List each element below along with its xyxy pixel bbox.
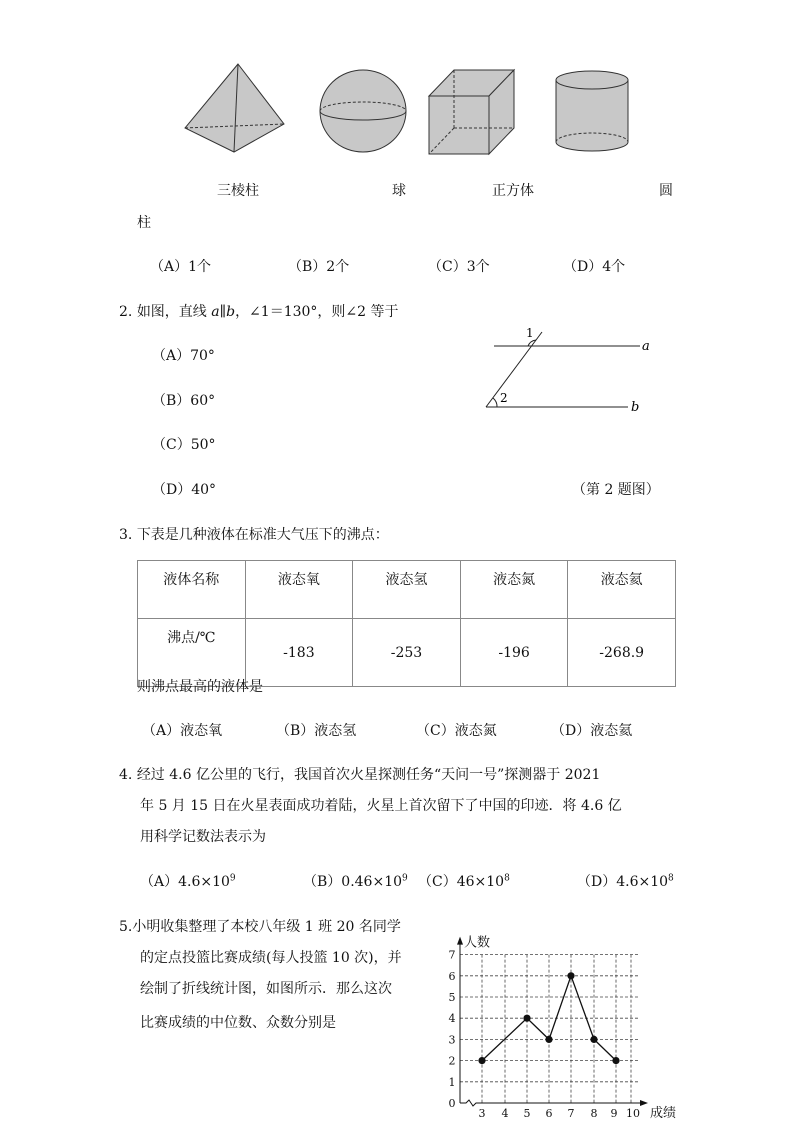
line-b-label: b xyxy=(631,400,640,415)
shape-label-prism: 三棱柱 xyxy=(217,183,259,199)
pyramid-figure xyxy=(180,60,292,158)
y-tick-label: 3 xyxy=(448,1033,456,1047)
q2-figure-caption: （第 2 题图） xyxy=(572,482,660,498)
q4-option-c[interactable] xyxy=(418,871,510,891)
table-cell: -268.9 xyxy=(568,619,676,687)
q5-line-2: 的定点投篮比赛成绩(每人投篮 10 次)，并 xyxy=(140,950,402,966)
q2-stem xyxy=(119,301,399,321)
transversal-line xyxy=(486,332,542,407)
q4-option-b-base: （B）0.46×10 xyxy=(303,874,403,890)
q4-option-c-exponent: 8 xyxy=(504,873,510,884)
y-axis-arrow xyxy=(457,937,463,945)
q4-option-a-base: （A）4.6×10 xyxy=(140,874,230,890)
q4-option-b-exponent: 9 xyxy=(402,873,408,884)
x-axis-arrow xyxy=(640,1100,648,1106)
cylinder-figure xyxy=(552,68,632,154)
x-tick-label: 8 xyxy=(590,1107,598,1120)
table-cell: -196 xyxy=(460,619,568,687)
y-tick-label: 1 xyxy=(448,1075,456,1089)
angle-2-label: 2 xyxy=(500,391,508,405)
x-tick-label: 7 xyxy=(567,1107,575,1120)
y-tick-label: 4 xyxy=(448,1012,456,1026)
x-tick-label: 9 xyxy=(610,1107,618,1120)
x-tick-label: 4 xyxy=(501,1107,509,1120)
q5-line-1: 5.小明收集整理了本校八年级 1 班 20 名同学 xyxy=(119,919,401,935)
data-point xyxy=(523,1015,530,1022)
q2-var-a: a xyxy=(211,304,220,320)
q2-option-d[interactable]: （D）40° xyxy=(152,482,217,498)
y-axis-title: 人数 xyxy=(464,935,491,951)
q2-option-b[interactable]: （B）60° xyxy=(152,393,216,409)
table-header-row xyxy=(138,561,676,619)
q4-option-a-exponent: 9 xyxy=(229,873,236,884)
parallel-lines-figure xyxy=(480,322,660,422)
data-point xyxy=(478,1057,485,1064)
q2-option-c[interactable]: （C）50° xyxy=(152,437,216,453)
q4-number: 4. xyxy=(119,767,133,783)
x-tick-label: 5 xyxy=(523,1107,531,1120)
x-tick-label: 10 xyxy=(626,1107,640,1120)
q4-option-d[interactable] xyxy=(577,871,674,891)
q4-option-a[interactable] xyxy=(140,871,236,891)
x-axis-title: 成绩 xyxy=(650,1106,677,1120)
score-line-chart xyxy=(440,935,680,1120)
q4-option-b[interactable] xyxy=(303,871,408,891)
shape-label-cylinder-part2: 柱 xyxy=(137,215,151,231)
q1-option-d[interactable]: （D）4个 xyxy=(563,259,626,275)
table-header-cell: 液态氮 xyxy=(460,561,568,619)
shape-label-sphere: 球 xyxy=(392,183,406,199)
q4-line-3: 用科学记数法表示为 xyxy=(140,829,266,845)
q1-option-a[interactable]: （A）1个 xyxy=(150,259,212,275)
angle-1-label: 1 xyxy=(526,326,534,340)
data-point xyxy=(612,1057,619,1064)
q3-option-a[interactable]: （A）液态氧 xyxy=(142,723,223,739)
q2-parallel-symbol: ∥ xyxy=(219,304,227,320)
y-tick-label: 2 xyxy=(448,1054,456,1068)
table-header-cell: 液态氦 xyxy=(568,561,676,619)
q1-option-c[interactable]: （C）3个 xyxy=(428,259,490,275)
q2-stem-part1: 如图，直线 xyxy=(136,304,212,320)
table-header-cell: 液态氧 xyxy=(245,561,353,619)
table-cell: 沸点/℃ xyxy=(138,619,246,687)
line-a-label: a xyxy=(642,339,650,354)
q3-option-c[interactable]: （C）液态氮 xyxy=(416,723,497,739)
q3-stem-text: 下表是几种液体在标准大气压下的沸点： xyxy=(136,527,389,543)
q2-option-a[interactable]: （A）70° xyxy=(152,348,215,364)
data-point xyxy=(545,1036,552,1043)
q4-stem-line: 经过 4.6 亿公里的飞行，我国首次火星探测任务“天问一号”探测器于 2021 xyxy=(136,767,601,783)
q3-option-d[interactable]: （D）液态氦 xyxy=(551,723,633,739)
boiling-point-table xyxy=(137,560,676,687)
q4-option-d-exponent: 8 xyxy=(668,873,674,884)
data-point xyxy=(567,972,574,979)
table-cell: -253 xyxy=(353,619,461,687)
table-cell: -183 xyxy=(245,619,353,687)
q4-line-2: 年 5 月 15 日在火星表面成功着陆，火星上首次留下了中国的印迹．将 4.6 亿 xyxy=(140,798,622,814)
q5-line-3: 绘制了折线统计图，如图所示．那么这次 xyxy=(140,981,392,997)
q4-option-d-base: （D）4.6×10 xyxy=(577,874,669,890)
shape-label-cylinder-part1: 圆 xyxy=(659,183,673,199)
q3-option-b[interactable]: （B）液态氢 xyxy=(276,723,357,739)
q5-line-4: 比赛成绩的中位数、众数分别是 xyxy=(140,1015,336,1031)
y-tick-label: 7 xyxy=(448,948,456,962)
y-tick-label: 6 xyxy=(448,969,456,983)
y-tick-label: 5 xyxy=(448,991,456,1004)
table-header-cell: 液体名称 xyxy=(138,561,246,619)
q3-number: 3. xyxy=(119,527,133,543)
q4-line-1 xyxy=(119,764,600,784)
q2-var-b: b xyxy=(226,304,236,320)
q2-number: 2. xyxy=(119,304,133,320)
table-header-cell: 液态氢 xyxy=(353,561,461,619)
q1-option-b[interactable]: （B）2个 xyxy=(288,259,350,275)
x-tick-label: 3 xyxy=(478,1107,486,1120)
x-axis xyxy=(460,1100,642,1106)
cube-figure xyxy=(426,66,518,158)
y-tick-label: 0 xyxy=(448,1097,456,1110)
x-tick-label: 6 xyxy=(545,1107,553,1120)
q3-question: 则沸点最高的液体是 xyxy=(137,679,263,695)
q3-stem xyxy=(119,524,389,544)
q4-option-c-base: （C）46×10 xyxy=(418,874,505,890)
sphere-figure xyxy=(316,66,410,156)
data-point xyxy=(590,1036,597,1043)
shape-label-cube: 正方体 xyxy=(492,183,534,199)
q2-stem-part2: ，∠1＝130°，则∠2 等于 xyxy=(235,304,399,320)
